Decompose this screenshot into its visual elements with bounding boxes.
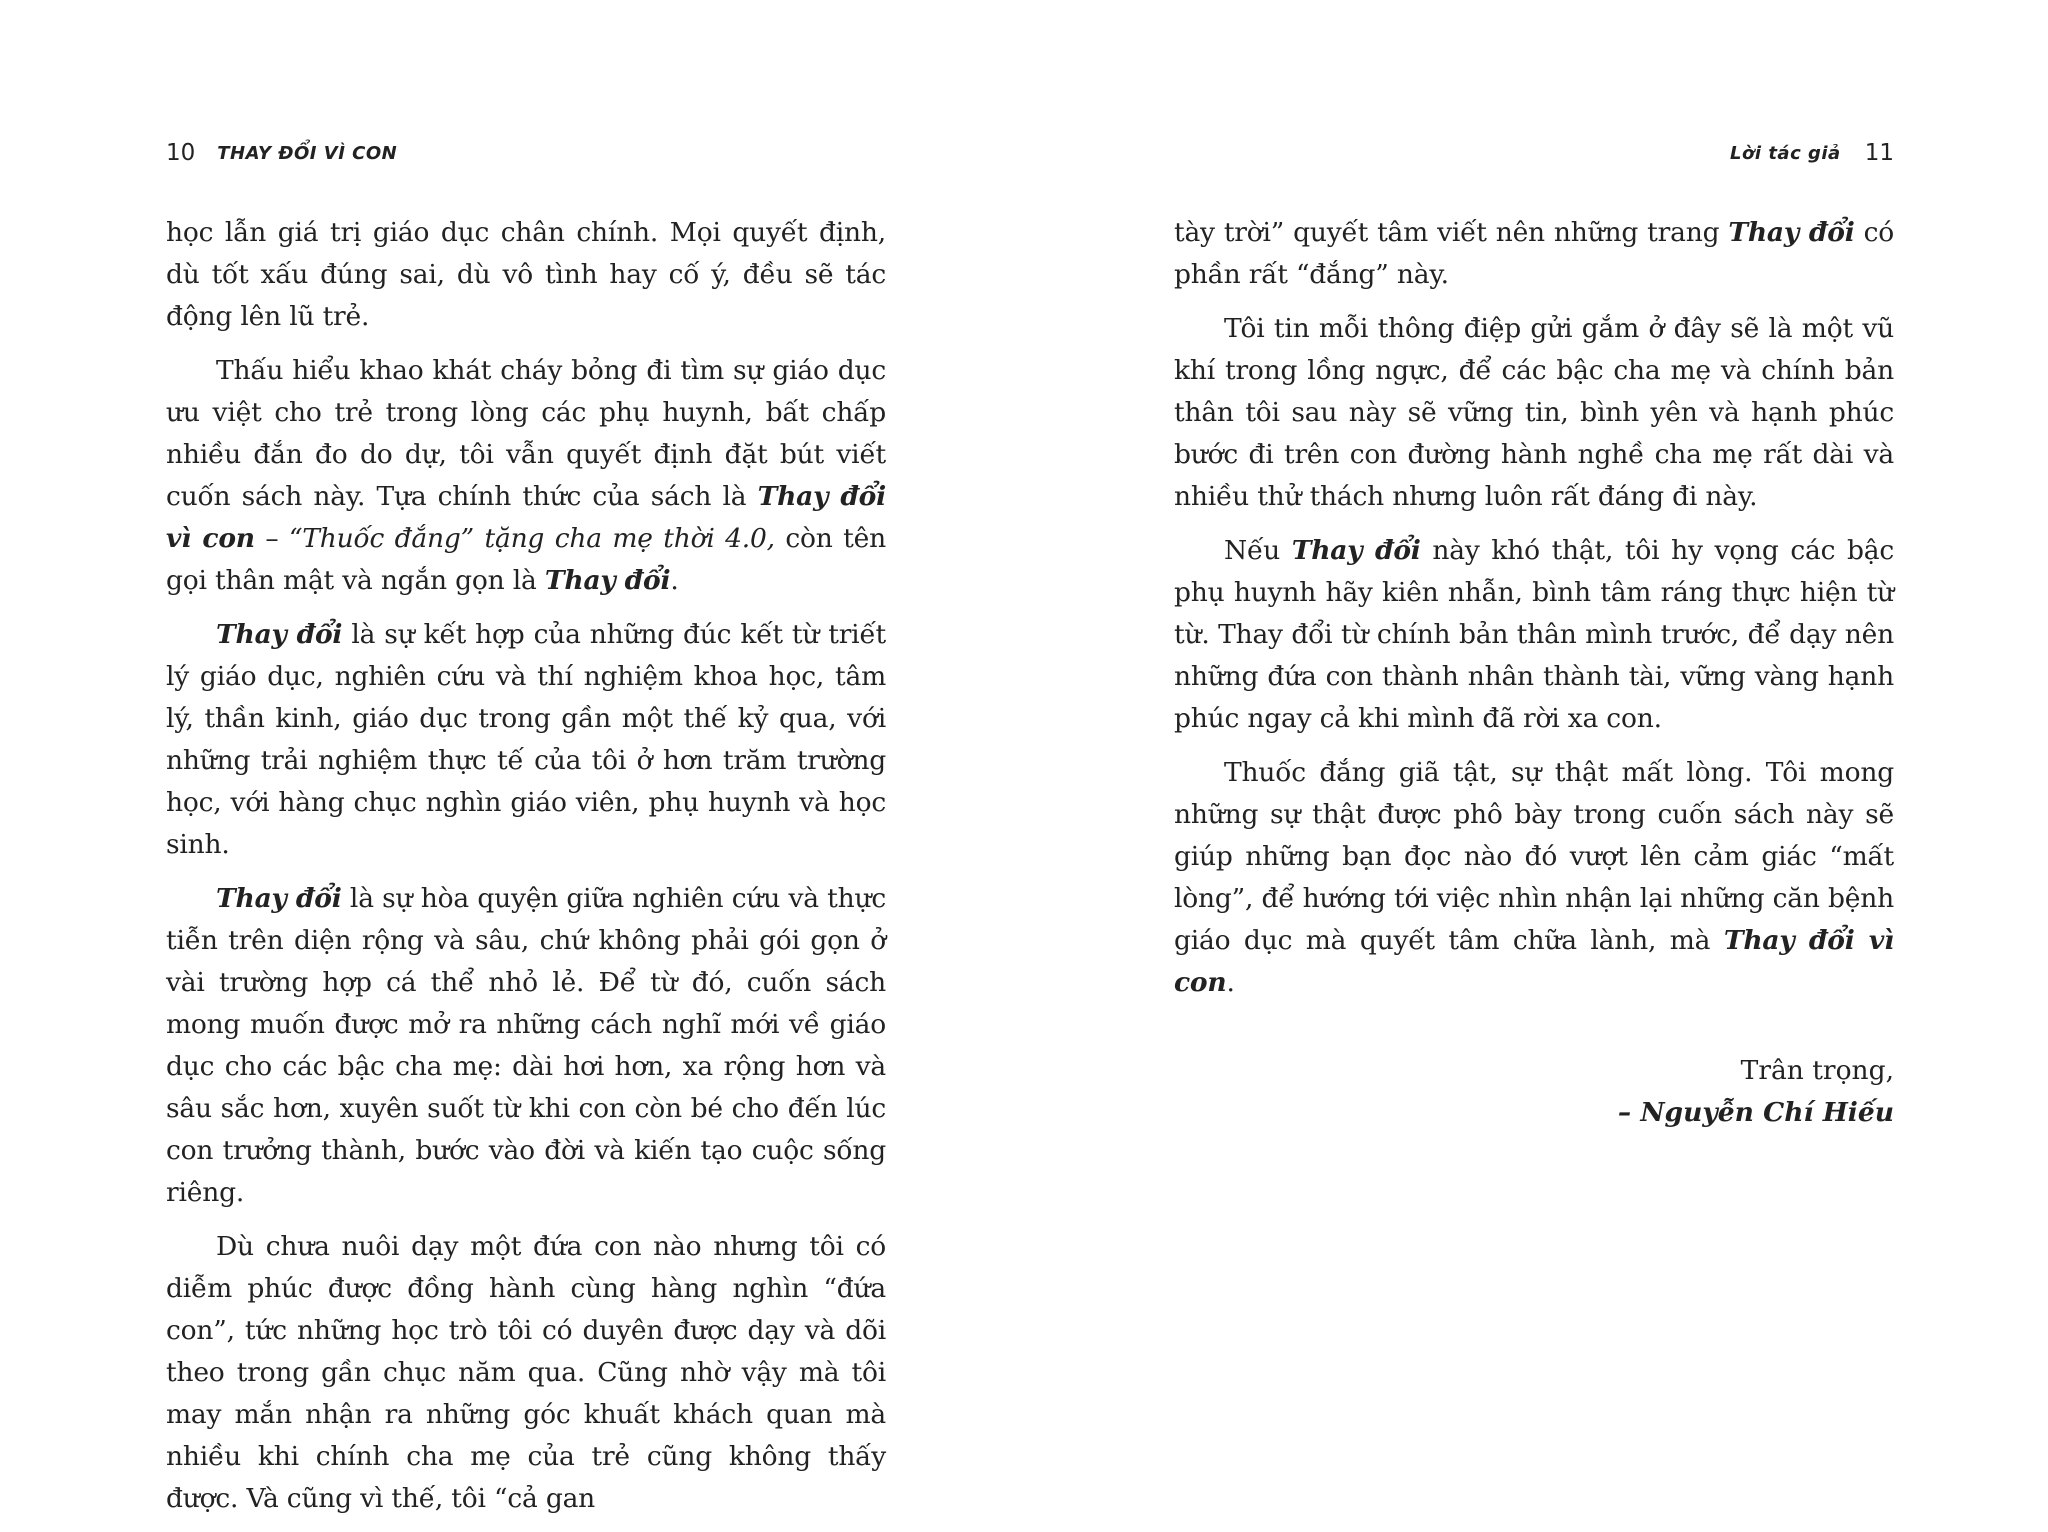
author-name: – Nguyễn Chí Hiếu bbox=[1617, 1097, 1894, 1128]
book-title: Thay đổi vì con bbox=[1174, 925, 1894, 998]
paragraph-text: này khó thật, tôi hy vọng các bậc phụ huynh hãy kiên nhẫn, bình tâm ráng thực hiện từ từ. Thay đổi từ chính bản thân mình trước, để dạy nên những đứa con thành nhân thành tài, vững vàng hạnh phúc ngay cả khi mình đã rời xa con. bbox=[1174, 535, 1894, 734]
paragraph bbox=[166, 212, 886, 338]
page-number-left: 10 bbox=[166, 140, 196, 166]
running-title-right: Lời tác giả bbox=[1730, 142, 1841, 164]
right-page-body bbox=[1174, 212, 1894, 1134]
paragraph-text: còn tên gọi thân mật và ngắn gọn là bbox=[166, 523, 886, 596]
right-page-header bbox=[1174, 136, 1894, 170]
book-short-title: Thay đổi bbox=[216, 619, 343, 650]
signature-block bbox=[1174, 1050, 1894, 1134]
paragraph-text: học lẫn giá trị giáo dục chân chính. Mọi quyết định, dù tốt xấu đúng sai, dù vô tình hay cố ý, đều sẽ tác động lên lũ trẻ. bbox=[166, 217, 886, 332]
paragraph-text: có phần rất “đắng” này. bbox=[1174, 217, 1895, 290]
paragraph-text: Thuốc đắng giã tật, sự thật mất lòng. Tôi mong những sự thật được phô bày trong cuốn sách này sẽ giúp những bạn đọc nào đó vượt lên cảm giác “mất lòng”, để hướng tới việc nhìn nhận lại những căn bệnh giáo dục mà quyết tâm chữa lành, mà bbox=[1174, 757, 1894, 956]
left-page-header bbox=[166, 136, 886, 170]
paragraph-text: . bbox=[1226, 967, 1235, 998]
book-subtitle: “Thuốc đắng” tặng cha mẹ thời 4.0, bbox=[288, 523, 775, 554]
paragraph-text: Dù chưa nuôi dạy một đứa con nào nhưng tôi có diễm phúc được đồng hành cùng hàng nghìn “đứa con”, tức những học trò tôi có duyên được dạy và dõi theo trong gần chục năm qua. Cũng nhờ vậy mà tôi may mắn nhận ra những góc khuất khách quan mà nhiều khi chính cha mẹ của trẻ cũng không thấy được. Và cũng vì thế, tôi “cả gan bbox=[166, 1231, 886, 1514]
book-title: Thay đổi vì con bbox=[166, 481, 887, 554]
book-short-title: Thay đổi bbox=[216, 883, 342, 914]
page-number-right: 11 bbox=[1864, 140, 1894, 166]
paragraph-text: Thấu hiểu khao khát cháy bỏng đi tìm sự giáo dục ưu việt cho trẻ trong lòng các phụ huynh, bất chấp nhiều đắn đo do dự, tôi vẫn quyết định đặt bút viết cuốn sách này. Tựa chính thức của sách là bbox=[166, 355, 886, 512]
paragraph-text: là sự hòa quyện giữa nghiên cứu và thực tiễn trên diện rộng và sâu, chứ không phải gói gọn ở vài trường hợp cá thể nhỏ lẻ. Để từ đó, cuốn sách mong muốn được mở ra những cách nghĩ mới về giáo dục cho các bậc cha mẹ: dài hơi hơn, xa rộng hơn và sâu sắc hơn, xuyên suốt từ khi con còn bé cho đến lúc con trưởng thành, bước vào đời và kiến tạo cuộc sống riêng. bbox=[166, 883, 886, 1208]
closing-line: Trân trọng, bbox=[1740, 1055, 1894, 1086]
paragraph bbox=[1174, 530, 1894, 740]
left-page bbox=[166, 0, 906, 1514]
paragraph-text: tày trời” quyết tâm viết nên những trang bbox=[1174, 217, 1729, 248]
paragraph-text: là sự kết hợp của những đúc kết từ triết lý giáo dục, nghiên cứu và thí nghiệm khoa học, tâm lý, thần kinh, giáo dục trong gần một thế kỷ qua, với những trải nghiệm thực tế của tôi ở hơn trăm trường học, với hàng chục nghìn giáo viên, phụ huynh và học sinh. bbox=[166, 619, 886, 860]
book-short-title: Thay đổi bbox=[1291, 535, 1421, 566]
left-page-body bbox=[166, 212, 886, 1532]
paragraph bbox=[1174, 752, 1894, 1004]
paragraph-text: . bbox=[670, 565, 679, 596]
running-title-left: THAY ĐỔI VÌ CON bbox=[217, 142, 398, 164]
paragraph bbox=[166, 878, 886, 1214]
paragraph bbox=[166, 350, 886, 602]
paragraph bbox=[166, 614, 886, 866]
book-short-title: Thay đổi bbox=[1728, 217, 1855, 248]
paragraph-text: Nếu bbox=[1224, 535, 1292, 566]
paragraph bbox=[1174, 308, 1894, 518]
paragraph bbox=[1174, 212, 1894, 296]
paragraph-text: Tôi tin mỗi thông điệp gửi gắm ở đây sẽ là một vũ khí trong lồng ngực, để các bậc cha mẹ và chính bản thân tôi sau này sẽ vững tin, bình yên và hạnh phúc bước đi trên con đường hành nghề cha mẹ rất dài và nhiều thử thách nhưng luôn rất đáng đi này. bbox=[1174, 313, 1894, 512]
right-page bbox=[1174, 0, 1914, 1400]
book-short-title: Thay đổi bbox=[544, 565, 671, 596]
paragraph bbox=[166, 1226, 886, 1520]
paragraph-text: – bbox=[254, 523, 289, 554]
